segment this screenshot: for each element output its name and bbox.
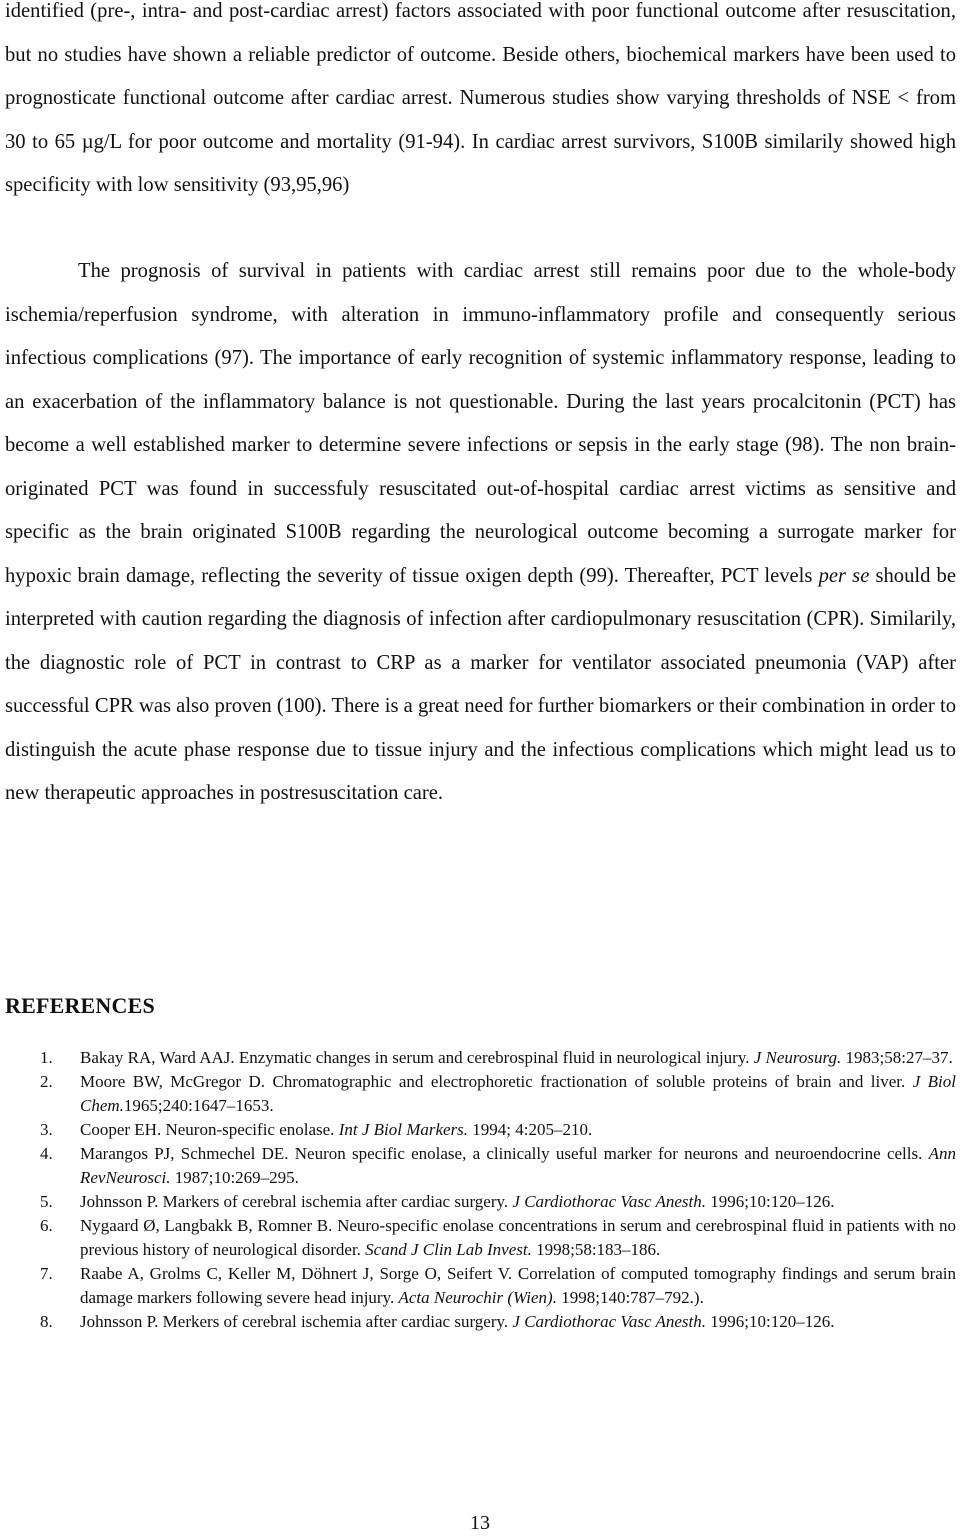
reference-item: [0, 1070, 960, 1118]
reference-number: 5.: [40, 1192, 53, 1211]
italic-run: J Cardiothorac Vasc Anesth.: [512, 1312, 707, 1331]
reference-text: [80, 1072, 956, 1115]
italic-run: Acta Neurochir (Wien).: [398, 1288, 557, 1307]
text-run: Cooper EH. Neuron-specific enolase.: [80, 1120, 339, 1139]
italic-run: J Neurosurg.: [753, 1048, 842, 1067]
reference-text: [80, 1144, 956, 1187]
reference-list: [0, 1046, 960, 1334]
text-run: 1996;10:120–126.: [706, 1312, 835, 1331]
reference-text: [80, 1192, 834, 1211]
reference-number: 1.: [40, 1048, 53, 1067]
reference-text: [80, 1216, 956, 1259]
reference-item: [0, 1214, 960, 1262]
references-heading: REFERENCES: [5, 993, 155, 1018]
reference-item: [0, 1142, 960, 1190]
text-run: Nygaard Ø, Langbakk B, Romner B. Neuro-specific enolase concentrations in serum and cerebrospinal fluid in patients with no previous history of neurological disorder.: [80, 1216, 956, 1259]
reference-number: 4.: [40, 1144, 53, 1163]
text-run: Johnsson P. Markers of cerebral ischemia after cardiac surgery.: [80, 1192, 513, 1211]
reference-item: [0, 1118, 960, 1142]
italic-run: J Biol Chem.: [80, 1072, 956, 1115]
reference-item: [0, 1190, 960, 1214]
italic-run: per se: [818, 564, 870, 587]
text-run: Marangos PJ, Schmechel DE. Neuron specific enolase, a clinically useful marker for neurons and neuroendocrine cells.: [80, 1144, 929, 1163]
text-run: 1998;58:183–186.: [531, 1240, 661, 1259]
text-run: Moore BW, McGregor D. Chromatographic and electrophoretic fractionation of soluble proteins of brain and liver.: [80, 1072, 913, 1091]
italic-run: Ann RevNeurosci.: [80, 1144, 956, 1187]
text-run: Raabe A, Grolms C, Keller M, Döhnert J, Sorge O, Seifert V. Correlation of computed tomography findings and serum brain damage markers following severe head injury.: [80, 1264, 956, 1307]
reference-number: 8.: [40, 1312, 53, 1331]
reference-number: 3.: [40, 1120, 53, 1139]
text-run: 1987;10:269–295.: [170, 1168, 299, 1187]
reference-text: [80, 1048, 953, 1067]
body-paragraph-1: [5, 0, 956, 208]
reference-text: [80, 1312, 834, 1331]
italic-run: J Cardiothorac Vasc Anesth.: [512, 1192, 707, 1211]
text-run: 1983;58:27–37.: [841, 1048, 953, 1067]
text-run: The prognosis of survival in patients with cardiac arrest still remains poor due to the whole-body ischemia/reperfusion syndrome, with alteration in immuno-inflammatory profile and consequently serious infectious complications (97). The importance of early recognition of systemic inflammatory response, leading to an exacerbation of the inflammatory balance is not questionable. During the last years procalcitonin (PCT) has become a well established marker to determine severe infections or sepsis in the early stage (98). The non brain-originated PCT was found in successfuly resuscitated out-of-hospital cardiac arrest victims as sensitive and specific as the brain originated S100B regarding the neurological outcome becoming a surrogate marker for hypoxic brain damage, reflecting the severity of tissue oxigen depth (99). Thereafter, PCT levels: [5, 260, 956, 587]
text-run: identified (pre-, intra- and post-cardiac arrest) factors associated with poor functional outcome after resuscitation, but no studies have shown a reliable predictor of outcome. Beside others, biochemical markers have been used to prognosticate functional outcome after cardiac arrest. Numerous studies show varying thresholds of NSE < from 30 to 65 µg/L for poor outcome and mortality (91-94). In cardiac arrest survivors, S100B similarily showed high specificity with low sensitivity (93,95,96): [5, 0, 956, 196]
reference-number: 2.: [40, 1072, 53, 1091]
italic-run: Int J Biol Markers.: [338, 1120, 469, 1139]
reference-text: [80, 1264, 956, 1307]
reference-item: [0, 1310, 960, 1334]
text-run: Johnsson P. Merkers of cerebral ischemia after cardiac surgery.: [80, 1312, 513, 1331]
text-run: 1994; 4:205–210.: [468, 1120, 593, 1139]
reference-item: [0, 1046, 960, 1070]
page-number: 13: [470, 1512, 490, 1534]
reference-text: [80, 1120, 592, 1139]
text-run: 1965;240:1647–1653.: [123, 1096, 274, 1115]
text-run: Bakay RA, Ward AAJ. Enzymatic changes in serum and cerebrospinal fluid in neurological injury.: [80, 1048, 754, 1067]
italic-run: Scand J Clin Lab Invest.: [365, 1240, 532, 1259]
reference-number: 7.: [40, 1264, 53, 1283]
text-run: 1998;140:787–792.).: [556, 1288, 704, 1307]
body-paragraph-2: [5, 250, 956, 816]
reference-item: [0, 1262, 960, 1310]
text-run: should be interpreted with caution regarding the diagnosis of infection after cardiopulmonary resuscitation (CPR). Similarily, the diagnostic role of PCT in contrast to CRP as a marker for ventilator associated pneumonia (VAP) after successful CPR was also proven (100). There is a great need for further biomarkers or their combination in order to distinguish the acute phase response due to tissue injury and the infectious complications which might lead us to new therapeutic approaches in postresuscitation care.: [5, 564, 956, 804]
reference-number: 6.: [40, 1216, 53, 1235]
text-run: 1996;10:120–126.: [706, 1192, 835, 1211]
